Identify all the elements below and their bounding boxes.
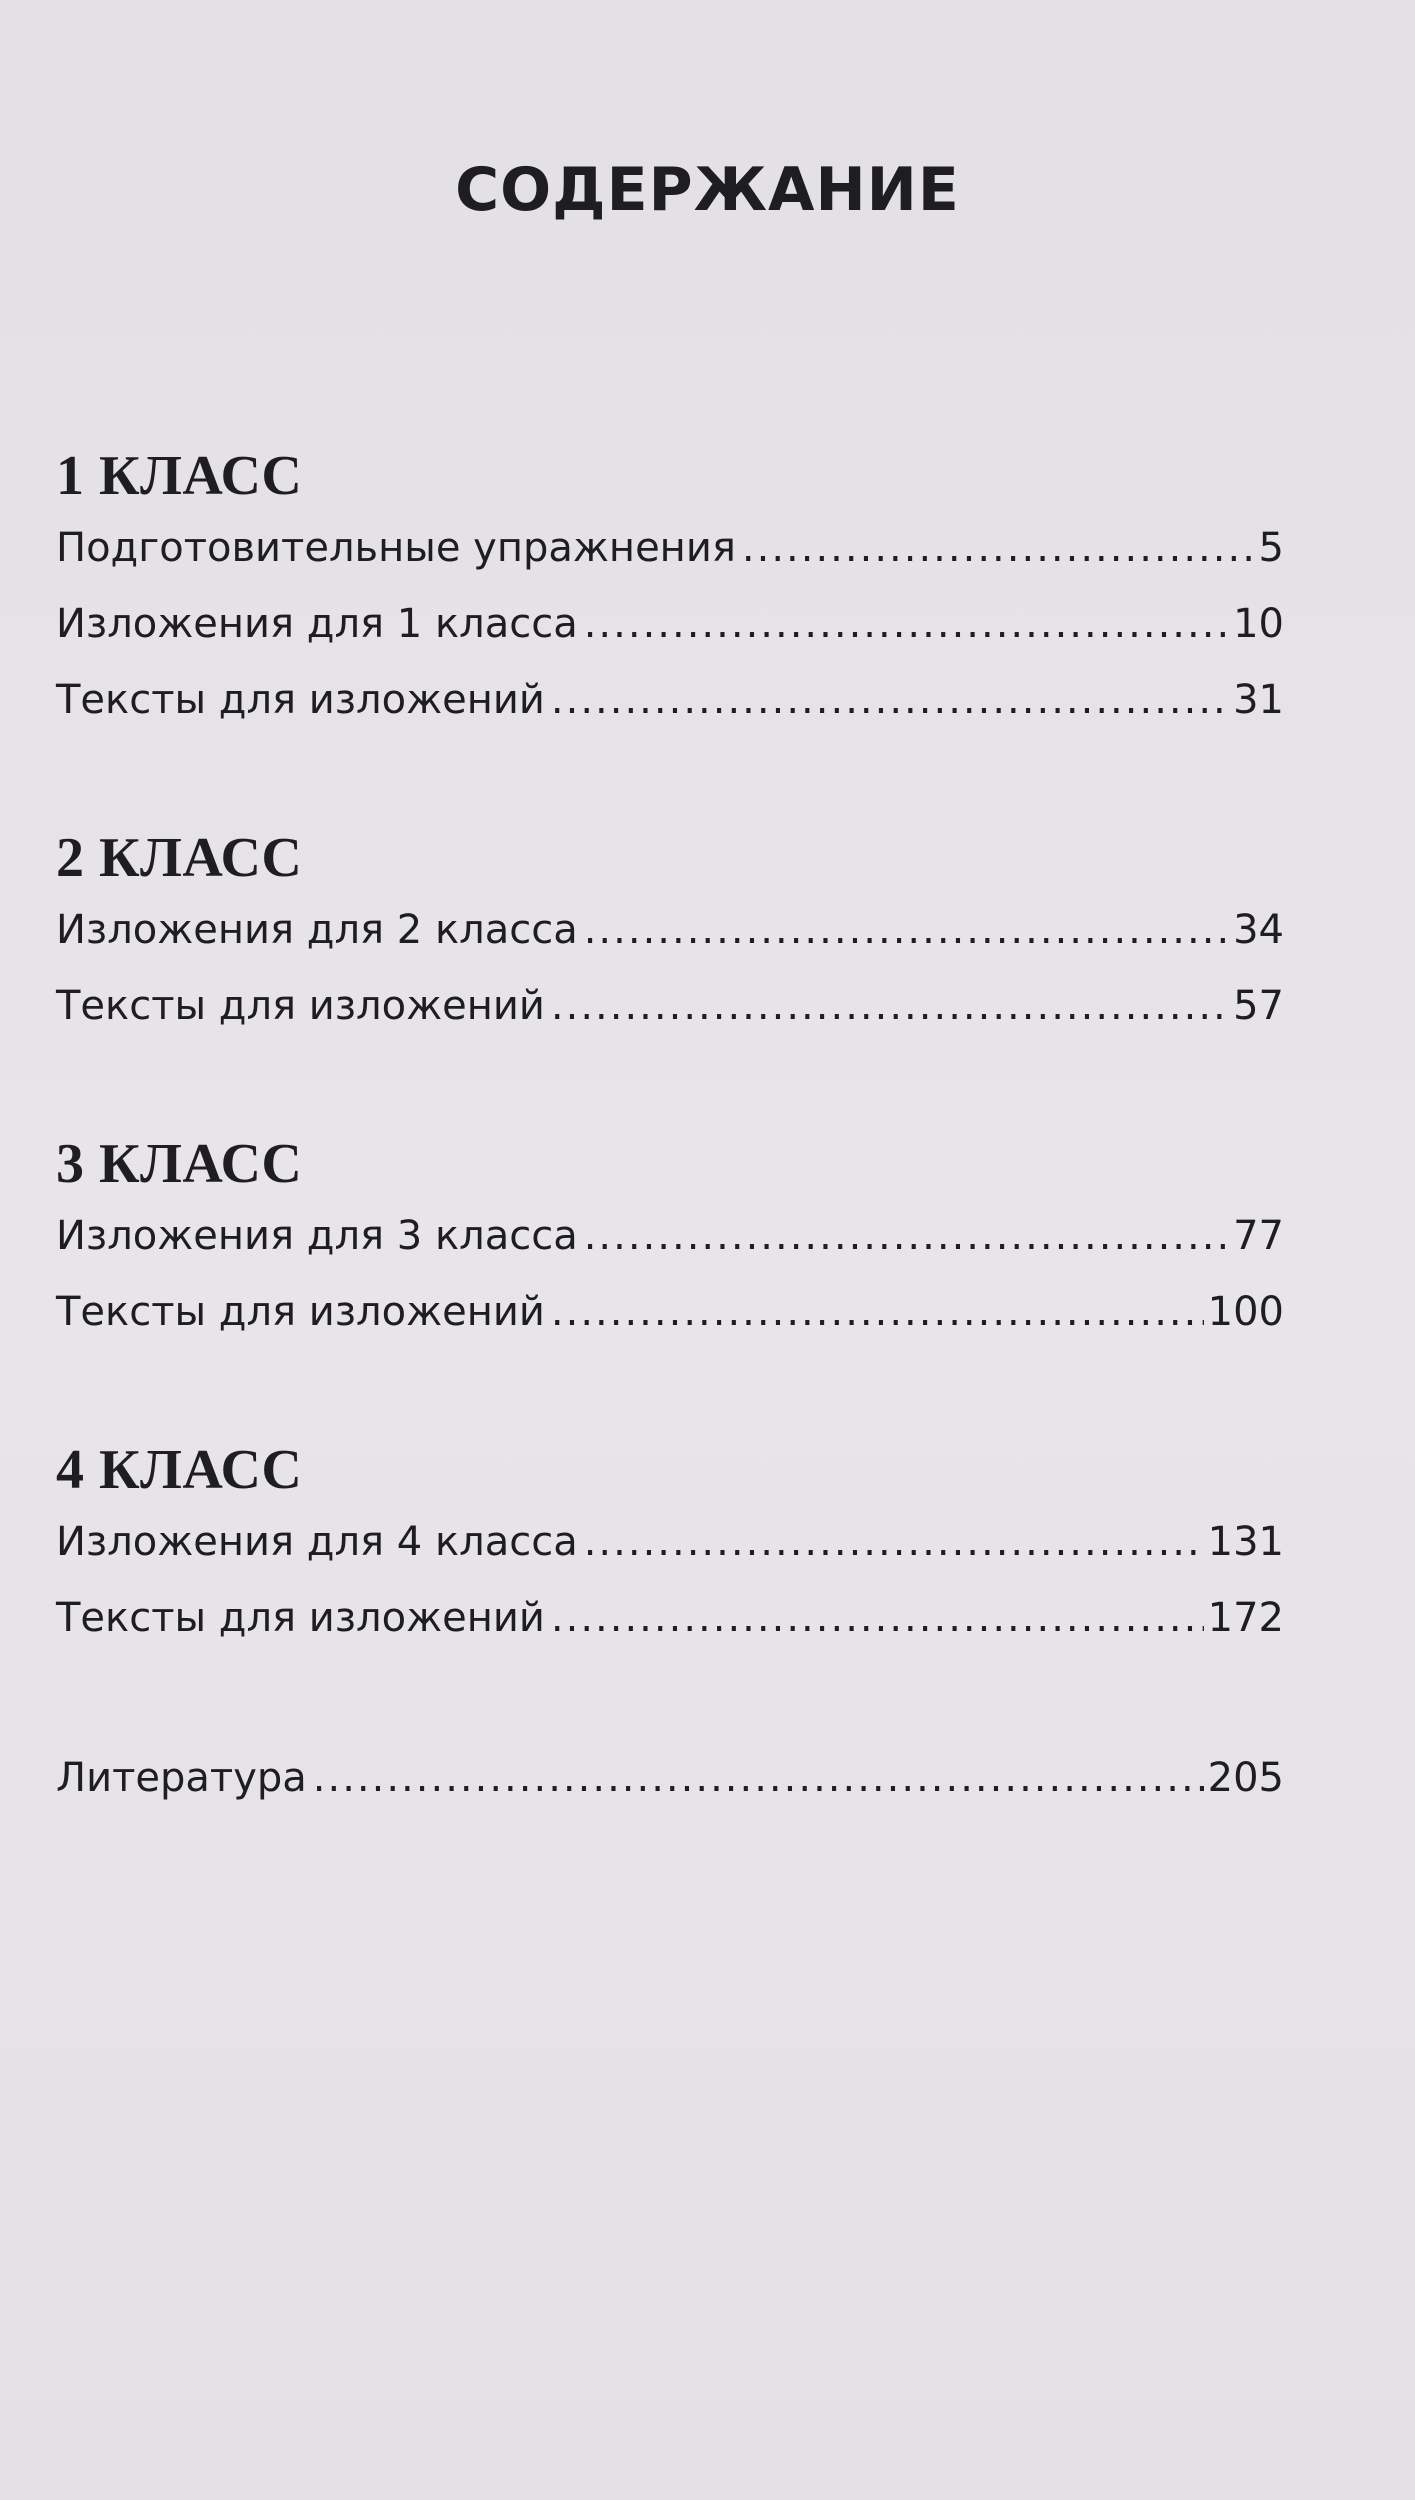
section-heading-grade-3: 3 КЛАСС xyxy=(56,1133,303,1195)
toc-entry-label: Литература xyxy=(56,1755,307,1801)
leader-dots xyxy=(551,1598,1204,1638)
toc-entry-label: Изложения для 3 класса xyxy=(56,1213,578,1259)
toc-entry-page: 172 xyxy=(1207,1595,1284,1641)
toc-entry-page: 57 xyxy=(1233,983,1284,1029)
toc-entry-page: 77 xyxy=(1233,1213,1284,1259)
toc-entry-page: 205 xyxy=(1207,1755,1284,1801)
toc-entry-label: Изложения для 2 класса xyxy=(56,907,578,953)
leader-dots xyxy=(584,910,1229,950)
leader-dots xyxy=(742,528,1255,568)
leader-dots xyxy=(584,1216,1229,1256)
toc-entry-page: 31 xyxy=(1233,677,1284,723)
toc-entry xyxy=(56,677,1284,723)
toc-entry-page: 10 xyxy=(1233,601,1284,647)
toc-entry-label: Тексты для изложений xyxy=(56,1289,545,1335)
toc-entry xyxy=(56,1289,1284,1335)
leader-dots xyxy=(551,680,1229,720)
toc-entry xyxy=(56,1595,1284,1641)
toc-entry-label: Подготовительные упражнения xyxy=(56,525,736,571)
toc-entry xyxy=(56,907,1284,953)
toc-entry-page: 5 xyxy=(1258,525,1284,571)
toc-entry xyxy=(56,601,1284,647)
toc-entry-page: 34 xyxy=(1233,907,1284,953)
leader-dots xyxy=(551,1292,1204,1332)
page-title: СОДЕРЖАНИЕ xyxy=(455,155,960,225)
toc-entry-label: Тексты для изложений xyxy=(56,1595,545,1641)
section-heading-grade-2: 2 КЛАСС xyxy=(56,827,303,889)
section-heading-grade-1: 1 КЛАСС xyxy=(56,445,303,507)
leader-dots xyxy=(551,986,1229,1026)
toc-entry-label: Изложения для 4 класса xyxy=(56,1519,578,1565)
leader-dots xyxy=(584,1522,1204,1562)
toc-entry xyxy=(56,1519,1284,1565)
toc-entry-page: 100 xyxy=(1207,1289,1284,1335)
toc-entry-literature xyxy=(56,1755,1284,1801)
toc-entry xyxy=(56,983,1284,1029)
toc-entry-label: Тексты для изложений xyxy=(56,677,545,723)
toc-entry xyxy=(56,1213,1284,1259)
leader-dots xyxy=(313,1758,1204,1798)
toc-entry xyxy=(56,525,1284,571)
toc-entry-label: Тексты для изложений xyxy=(56,983,545,1029)
leader-dots xyxy=(584,604,1229,644)
toc-entry-page: 131 xyxy=(1207,1519,1284,1565)
section-heading-grade-4: 4 КЛАСС xyxy=(56,1439,303,1501)
toc-entry-label: Изложения для 1 класса xyxy=(56,601,578,647)
